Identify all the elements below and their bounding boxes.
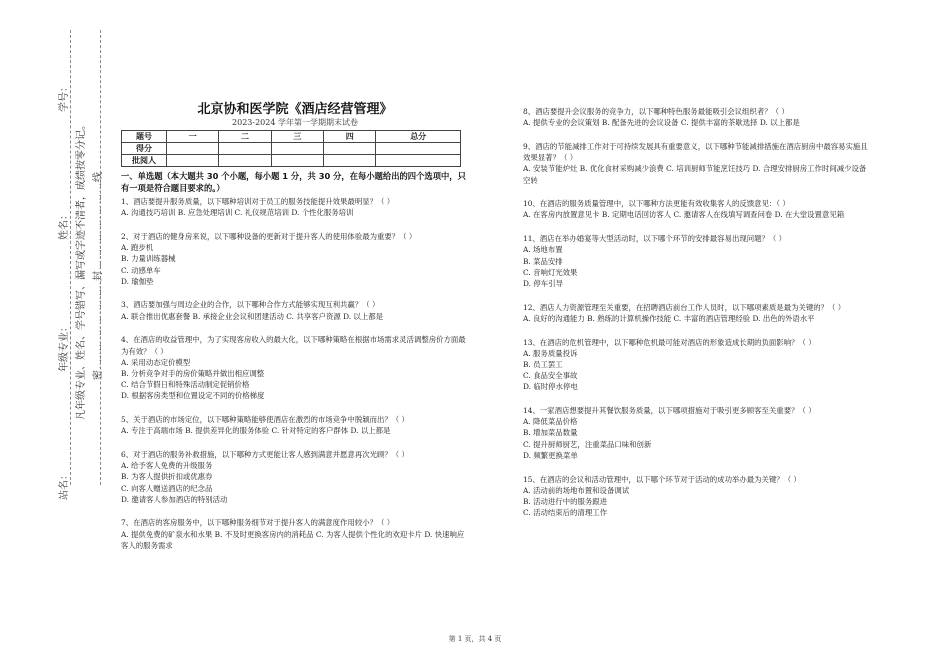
question-option: B. 力量训练器械 [121,254,176,264]
question-stem: 13、在酒店的危机管理中，以下哪种危机最可能对酒店的形象造成长期的负面影响？（ ） [523,337,816,347]
grade-major-label: 年级专业： [59,322,70,372]
question-item [121,517,466,551]
question-option: A. 提供专业的会议策划 B. 配备先进的会议设备 C. 提供丰富的茶歇选择 D. 以上都是 [523,118,800,128]
question-option: B. 员工罢工 [523,359,563,369]
question-item [523,198,868,220]
question-item [121,449,466,505]
question-option: D. 邀请客人参加酒店的特别活动 [121,494,228,504]
question-option: D. 频繁更换菜单 [523,450,578,460]
question-option: D. 根据客房类型和位置设定不同的价格梯度 [121,391,265,401]
question-option: A. 跑步机 [121,243,154,253]
score-col-header: 四 [324,131,376,143]
right-question-column [523,106,868,531]
question-option: A. 专注于高端市场 B. 提供差异化的服务体验 C. 针对特定的客户群体 D. 以上都是 [121,426,391,436]
exam-subtitle: 2023-2024 学年第一学期期末试卷 [232,118,358,127]
question-option: C. 音响灯光效果 [523,267,578,277]
score-col-header: 总分 [376,131,461,143]
score-table-row [122,155,461,167]
question-stem: 9、酒店的节能减排工作对于可持续发展具有重要意义，以下哪种节能减排措施在酒店厨房中最容易实施且效果显著？（ ） [523,141,868,163]
question-option: A. 降低菜品价格 [523,417,578,427]
left-question-column [121,196,466,564]
question-stem: 1、酒店要提升服务质量，以下哪种培训对于员工的服务技能提升效果最明显？（ ） [121,197,395,206]
score-row-header: 得分 [122,143,167,155]
question-stem: 3、酒店要加强与周边企业的合作，以下哪种合作方式能够实现互利共赢？（ ） [121,300,380,310]
score-row-header: 批阅人 [122,155,167,167]
question-stem: 2、对于酒店的健身房来说，以下哪种设备的更新对于提升客人的使用体验最为重要？（ ） [121,231,417,241]
question-option: B. 为客人提供折扣或优惠券 [121,472,213,482]
question-item [523,302,868,324]
question-option: B. 增加菜品数量 [523,428,578,438]
question-option: A. 提供免费的矿泉水和水果 B. 不及时更换客房内的消耗品 C. 为客人提供个性化的欢迎卡片 D. 快速响应客人的服务需求 [121,529,465,550]
score-cell [376,155,461,167]
question-option: C. 向客人赠送酒店的纪念品 [121,483,213,493]
question-item [121,299,466,321]
question-option: A. 安装节能炉灶 B. 优化食材采购减少浪费 C. 培训厨师节能烹饪技巧 D. 合理安排厨房工作时间减少设备空转 [523,164,867,185]
question-option: A. 联合推出优惠套餐 B. 承接企业会议和团建活动 C. 共享客户资源 D. 以上都是 [121,311,383,321]
question-item [523,233,868,289]
score-cell [167,155,219,167]
score-col-header: 三 [271,131,323,143]
question-item [121,334,466,401]
question-item [523,474,868,519]
score-table [121,130,461,167]
question-stem: 5、关于酒店的市场定位，以下哪种策略能够使酒店在激烈的市场竞争中脱颖而出？（ ） [121,415,409,425]
score-col-header: 二 [219,131,271,143]
score-cell [324,143,376,155]
question-option: A. 活动前的场地布置和设备调试 [523,485,630,495]
name-label: 姓名： [59,210,70,240]
score-cell [271,143,323,155]
question-option: C. 食品安全事故 [523,371,578,381]
score-table-row [122,143,461,155]
binding-line [100,30,101,485]
question-item [523,337,868,393]
question-item [121,414,466,436]
question-stem: 10、在酒店的服务质量管理中，以下哪种方法更能有效收集客人的反馈意见：（ ） [523,199,790,209]
question-option: A. 给予客人免费的升级服务 [121,461,213,471]
question-option: A. 场地布置 [523,245,563,255]
question-item [523,141,868,186]
question-option: D. 瑜伽垫 [121,276,154,286]
score-cell [376,143,461,155]
page-footer: 第 1 页，共 4 页 [448,635,502,643]
question-option: A. 在客房内放置意见卡 B. 定期电话回访客人 C. 邀请客人在线填写调查问卷 D. 在大堂设置意见箱 [523,210,845,220]
question-stem: 8、酒店要提升会议服务的竞争力，以下哪种特色服务最能吸引会议组织者？（ ） [523,107,789,116]
section-heading: 一、单选题（本大题共 30 个小题，每小题 1 分，共 30 分，在每小题给出的四个选项中，只有一项是符合题目要求的。） [121,171,466,193]
question-option: B. 分析竞争对手的房价策略并做出相应调整 [121,368,265,378]
score-cell [271,155,323,167]
question-stem: 11、酒店在举办婚宴等大型活动时，以下哪个环节的安排最容易出现问题？（ ） [523,234,787,244]
question-item [121,196,466,218]
question-stem: 4、在酒店的收益管理中，为了实现客房收入的最大化，以下哪种策略在根据市场需求灵活调整房价方面最为有效？（ ） [121,335,466,356]
question-option: C. 动感单车 [121,265,161,275]
score-cell [167,143,219,155]
score-col-header: 题号 [122,131,167,143]
school-label: 站名： [59,470,70,500]
question-stem: 15、在酒店的会议和活动管理中，以下哪个环节对于活动的成功举办最为关键？（ ） [523,474,801,484]
question-option: A. 沟通技巧培训 B. 应急处理培训 C. 礼仪规范培训 D. 个性化服务培训 [121,208,354,218]
question-stem: 12、酒店人力资源管理至关重要，在招聘酒店前台工作人员时，以下哪项素质是最为关键的？（ ） [523,302,846,312]
seal-line-text: 密……………………封……………………线 [93,171,104,380]
score-cell [219,155,271,167]
binding-line [70,30,71,485]
question-option: C. 活动结束后的清理工作 [523,508,607,518]
question-option: D. 停车引导 [523,278,563,288]
exam-title: 北京协和医学院《酒店经营管理》 [197,102,393,117]
question-option: B. 活动进行中的服务跟进 [523,496,608,506]
exam-no-label: 学号： [59,82,70,112]
question-stem: 14、一家酒店想要提升其餐饮服务质量，以下哪项措施对于吸引更多顾客至关重要？（ ） [523,406,816,416]
question-option: A. 采用动态定价模型 [121,357,191,367]
question-option: D. 临时停水停电 [523,382,578,392]
score-cell [219,143,271,155]
question-option: C. 提升厨师厨艺，注重菜品口味和创新 [523,439,652,449]
question-item [523,106,868,128]
question-item [523,405,868,461]
question-option: B. 菜品安排 [523,256,563,266]
question-stem: 6、对于酒店的服务补救措施，以下哪种方式更能让客人感到满意并愿意再次光顾？（ ） [121,449,409,459]
question-option: A. 服务质量投诉 [523,348,578,358]
score-cell [324,155,376,167]
question-item [121,231,466,287]
score-col-header: 一 [167,131,219,143]
notice-text: 凡年级专业、姓名、学号错写、漏写或字迹不清者，成绩按零分记。 [76,120,87,420]
question-stem: 7、在酒店的客房服务中，以下哪种服务细节对于提升客人的满意度作用较小？（ ） [121,518,395,528]
question-option: C. 结合节假日和特殊活动制定促销价格 [121,380,250,390]
question-option: A. 良好的沟通能力 B. 熟练的计算机操作技能 C. 丰富的酒店管理经验 D. 出色的外语水平 [523,313,815,323]
score-table-header-row [122,131,461,143]
